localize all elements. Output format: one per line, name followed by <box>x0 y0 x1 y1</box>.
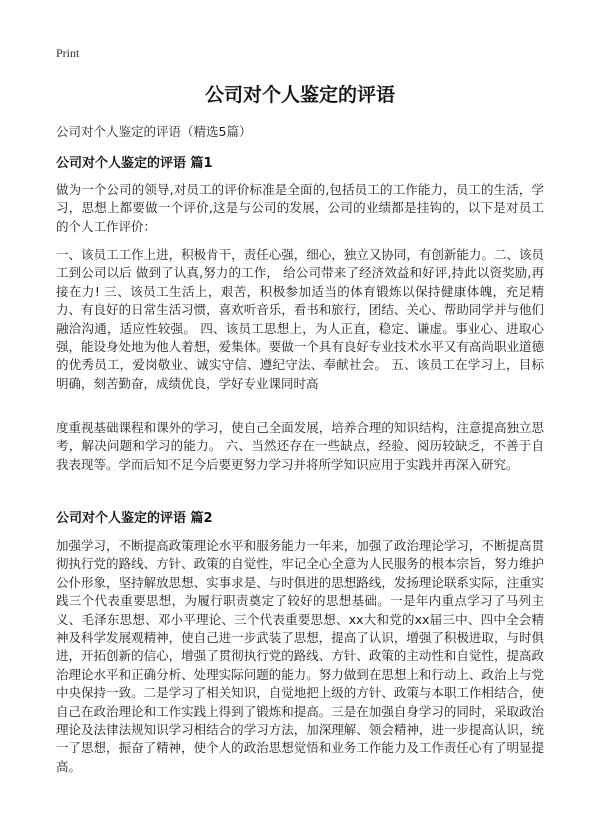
section-1-paragraph-2: 一、该员工工作上进，积极肯干，责任心强，细心，独立又协同，有创新能力。二、该员工到公司以后 做到了认真,努力的工作， 给公司带来了经济效益和好评,持此以资奖励,再接在力! 三、该员工生活上，艰苦，积极参加适当的体育锻炼以保持健康体魄，充足精力、有良好的日常生活习惯，喜欢听音乐，看书和旅行，团结、关心、帮助同学并与他们融洽沟通，适应性较强。 四、该员工思想上，为人正直，稳定、谦虚。事业心、进取心强，能设身处地为他人着想，爱集体。要做一个具有良好专业技术水平又有高尚职业道德的优秀员工，爱岗敬业、诚实守信、遵纪守法、奉献社会。 五、该员工在学习上，目标明确，刻苦勤奋，成绩优良，学好专业课同时高 <box>56 247 544 391</box>
page-title: 公司对个人鉴定的评语 <box>204 84 395 106</box>
section-2-heading: 公司对个人鉴定的评语 篇2 <box>56 511 213 526</box>
section-2-paragraph-1: 加强学习，不断提高政策理论水平和服务能力一年来，加强了政治理论学习，不断提高贯彻执行党的路线、方针、政策的自觉性，牢记全心全意为人民服务的根本宗旨，努力维护公仆形象，坚持解放思想、实事求是、与时俱进的思想路线，发扬理论联系实际，注重实践三个代表重要思想，为履行职责奠定了较好的思想基础。一是年内重点学习了马列主义、毛泽东思想、邓小平理论、三个代表重要思想、xx大和党的xx届三中、四中全会精神及科学发展观精神，使自己进一步武装了思想，提高了认识，增强了积极进取，与时俱进，开拓创新的信心，增强了贯彻执行党的路线、方针、政策的主动性和自觉性，提高政治理论水平和正确分析、处理实际问题的能力。努力做到在思想上和行动上、政治上与党中央保持一致。二是学习了相关知识，自觉地把上级的方针、政策与本职工作相结合，使自己在政治理论和工作实践上得到了锻炼和提高。三是在加强自身学习的同时，采取政治理论及法律法规知识学习相结合的学习方法，加深理解、领会精神，进一步提高认识，统一了思想，振奋了精神，使个人的政治思想觉悟和业务工作能力及工作责任心有了明显提高。 <box>56 538 544 774</box>
print-link[interactable]: Print <box>56 46 80 60</box>
section-1-paragraph-3: 度重视基础课程和课外的学习，使自己全面发展，培养合理的知识结构，注意提高独立思考，解决问题和学习的能力。 六、当然还存在一些缺点，经验、阅历较缺乏，不善于自我表现等。学而后知不足今后要更努力学习并将所学知识应用于实践并再深入研究。 <box>56 420 544 472</box>
section-1-paragraph-1: 做为一个公司的领导,对员工的评价标准是全面的,包括员工的工作能力，员工的生活，学习，思想上都要做一个评价,这是与公司的发展，公司的业绩都是挂钩的，以下是对员工的个人工作评价： <box>56 182 544 234</box>
document-subtitle: 公司对个人鉴定的评语（精选5篇） <box>56 124 252 139</box>
section-1-heading: 公司对个人鉴定的评语 篇1 <box>56 156 213 171</box>
